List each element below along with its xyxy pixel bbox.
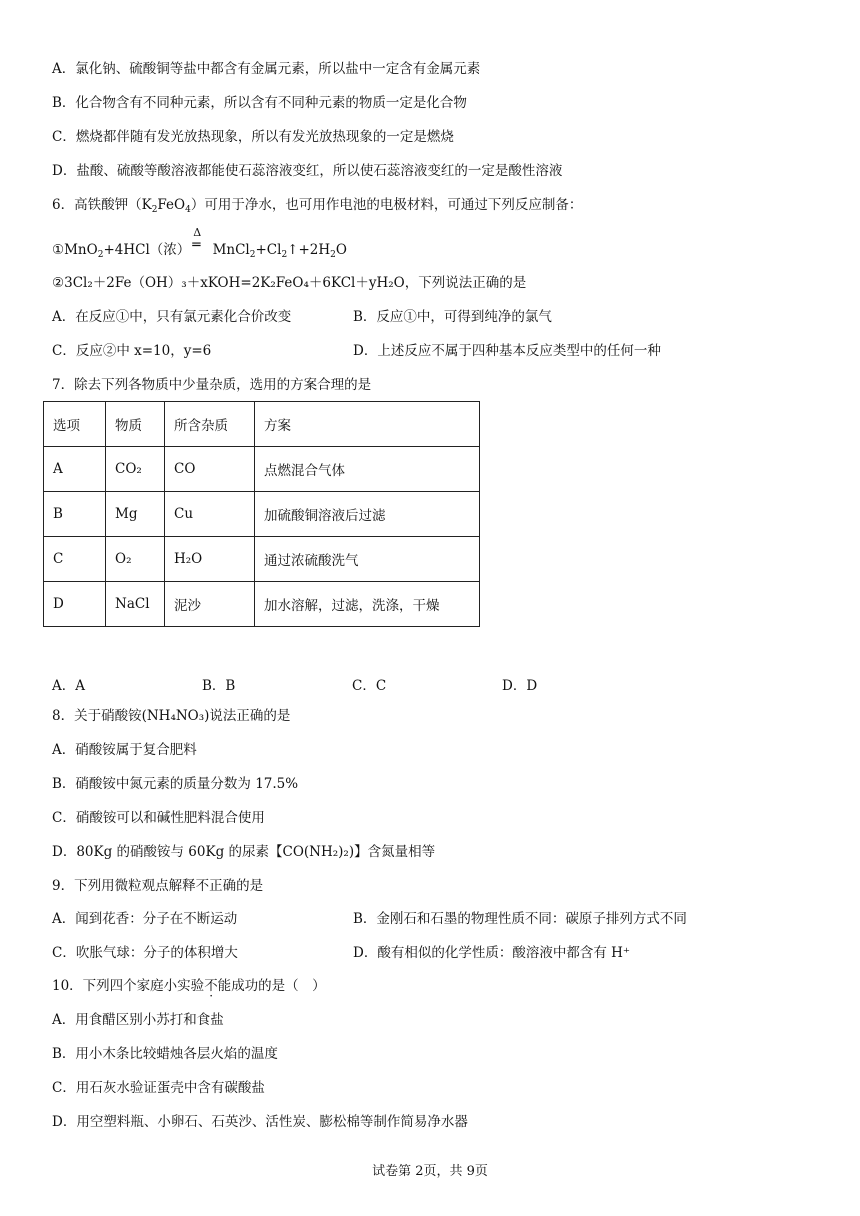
table-header-cell: 物质 bbox=[106, 402, 165, 447]
q6-option-d: D．上述反应不属于四种基本反应类型中的任何一种 bbox=[353, 343, 661, 359]
table-row bbox=[44, 492, 480, 537]
q8-option-a: A．硝酸铵属于复合肥料 bbox=[52, 742, 197, 758]
table-row bbox=[44, 537, 480, 582]
q8-option-b: B．硝酸铵中氮元素的质量分数为 17.5% bbox=[52, 776, 299, 792]
q7-stem: 7．除去下列各物质中少量杂质，选用的方案合理的是 bbox=[52, 377, 372, 393]
q10-option-d: D．用空塑料瓶、小卵石、石英沙、活性炭、膨松棉等制作简易净水器 bbox=[52, 1114, 468, 1130]
q9-option-c: C．吹胀气球：分子的体积增大 bbox=[52, 945, 238, 961]
q6-reaction-2: ②3Cl₂＋2Fe（OH）₃＋xKOH=2K₂FeO₄＋6KCl＋yH₂O，下列说法正确的是 bbox=[52, 275, 527, 291]
table-cell: B bbox=[44, 492, 106, 537]
table-header-cell: 选项 bbox=[44, 402, 106, 447]
q10-option-b: B．用小木条比较蜡烛各层火焰的温度 bbox=[52, 1046, 278, 1062]
page-footer: 试卷第 2页，共 9页 bbox=[372, 1164, 488, 1179]
table-cell: Cu bbox=[165, 492, 255, 537]
table-header-cell: 方案 bbox=[255, 402, 480, 447]
table-cell: 加水溶解，过滤，洗涤，干燥 bbox=[255, 582, 480, 627]
table-cell: 通过浓硫酸洗气 bbox=[255, 537, 480, 582]
q5-option-d: D．盐酸、硫酸等酸溶液都能使石蕊溶液变红，所以使石蕊溶液变红的一定是酸性溶液 bbox=[52, 163, 563, 179]
q6-stem: 6．高铁酸钾$(K_2FeO_4)$可用于净水，也可用作电池的电极材料，可通过下列反应制备： bbox=[52, 197, 583, 215]
heat-condition-mark: Δ ═ bbox=[192, 226, 202, 253]
q6-option-a: A．在反应①中，只有氯元素化合价改变 bbox=[52, 309, 292, 325]
table-row bbox=[44, 582, 480, 627]
q9-stem: 9．下列用微粒观点解释不正确的是 bbox=[52, 878, 264, 894]
q6-reaction-1: ①MnO$_2$+4HCl（浓） Δ ═ $MnCl_2+Cl_2↑+2H_2O$ bbox=[52, 226, 347, 260]
table-cell: C bbox=[44, 537, 106, 582]
q10-option-c: C．用石灰水验证蛋壳中含有碳酸盐 bbox=[52, 1080, 265, 1096]
table-cell: NaCl bbox=[106, 582, 165, 627]
table-cell: Mg bbox=[106, 492, 165, 537]
q9-option-a: A．闻到花香：分子在不断运动 bbox=[52, 911, 238, 927]
q7-options-table bbox=[43, 401, 480, 627]
q9-option-d: D．酸有相似的化学性质：酸溶液中都含有 H⁺ bbox=[353, 945, 631, 961]
q7-option-c: C．C bbox=[352, 678, 387, 694]
table-cell: 泥沙 bbox=[165, 582, 255, 627]
table-cell: O₂ bbox=[106, 537, 165, 582]
q9-option-b: B．金刚石和石墨的物理性质不同：碳原子排列方式不同 bbox=[353, 911, 687, 927]
table-cell: 加硫酸铜溶液后过滤 bbox=[255, 492, 480, 537]
q7-option-a: A．A bbox=[52, 678, 85, 694]
table-header-row bbox=[44, 402, 480, 447]
q5-option-a: A．氯化钠、硫酸铜等盐中都含有金属元素，所以盐中一定含有金属元素 bbox=[52, 61, 481, 77]
q8-option-d: D．80Kg 的硝酸铵与 60Kg 的尿素【CO(NH₂)₂)】含氮量相等 bbox=[52, 844, 436, 860]
q10-stem: 10．下列四个家庭小实验不能成功的是（ ） bbox=[52, 978, 326, 994]
q8-stem: 8．关于硝酸铵(NH₄NO₃)说法正确的是 bbox=[52, 708, 291, 724]
q8-option-c: C．硝酸铵可以和碱性肥料混合使用 bbox=[52, 810, 265, 826]
table-cell: CO bbox=[165, 447, 255, 492]
table-cell: 点燃混合气体 bbox=[255, 447, 480, 492]
q6-option-c: C．反应②中 x=10，y=6 bbox=[52, 343, 212, 359]
emphasis-not: 不能 bbox=[204, 978, 232, 994]
q10-option-a: A．用食醋区别小苏打和食盐 bbox=[52, 1012, 224, 1028]
table-cell: D bbox=[44, 582, 106, 627]
table-cell: CO₂ bbox=[106, 447, 165, 492]
table-cell: H₂O bbox=[165, 537, 255, 582]
table-cell: A bbox=[44, 447, 106, 492]
q6-option-b: B．反应①中，可得到纯净的氯气 bbox=[353, 309, 552, 325]
q5-option-b: B．化合物含有不同种元素，所以含有不同种元素的物质一定是化合物 bbox=[52, 95, 467, 111]
q7-option-b: B．B bbox=[202, 678, 236, 694]
q7-option-d: D．D bbox=[502, 678, 538, 694]
table-header-cell: 所含杂质 bbox=[165, 402, 255, 447]
table-row bbox=[44, 447, 480, 492]
q5-option-c: C．燃烧都伴随有发光放热现象，所以有发光放热现象的一定是燃烧 bbox=[52, 129, 454, 145]
